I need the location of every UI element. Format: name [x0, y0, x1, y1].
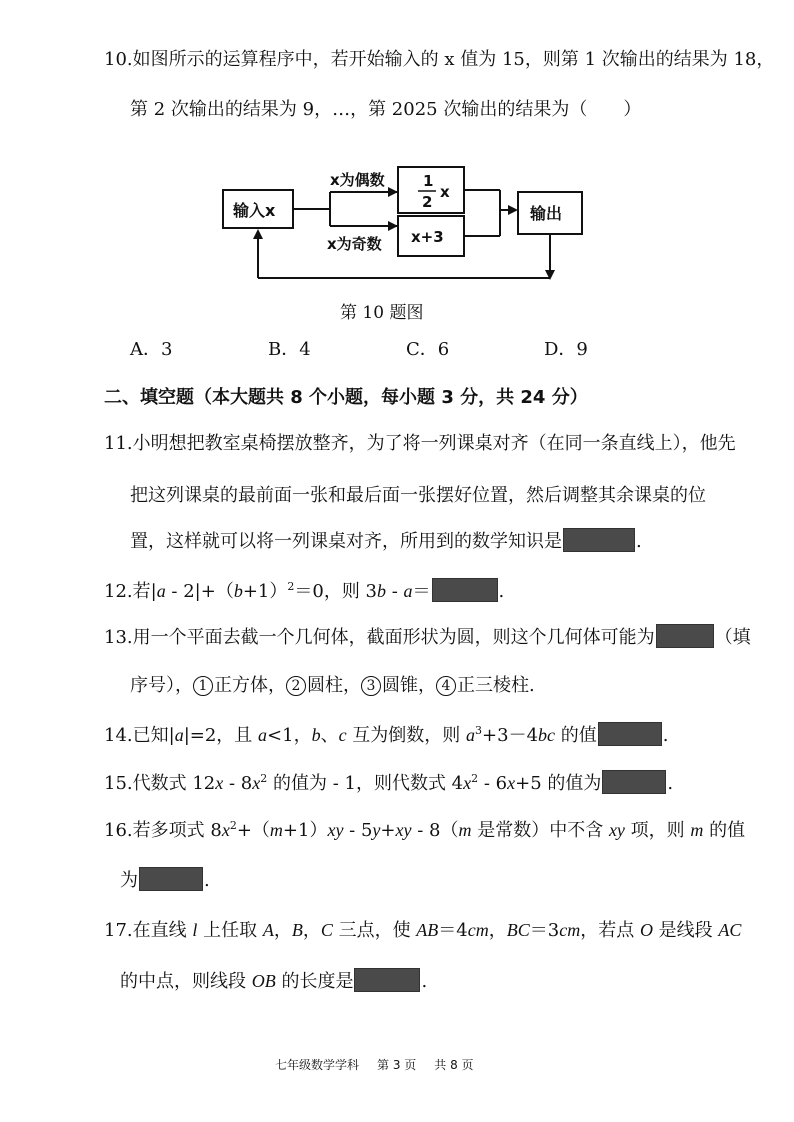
q11-line3: 置，这样就可以将一列课桌对齐，所用到的数学知识是 .	[130, 528, 642, 554]
section-heading: 二、填空题（本大题共 8 个小题，每小题 3 分，共 24 分）	[104, 387, 588, 408]
flow-plus3-box	[398, 216, 464, 256]
q10-line1: 10.如图所示的运算程序中，若开始输入的 x 值为 15，则第 1 次输出的结果为 18，	[104, 49, 775, 70]
flow-input-label: 输入x	[233, 201, 276, 220]
answer-blank-15[interactable]	[602, 770, 666, 794]
flow-odd-label: x为奇数	[327, 235, 382, 253]
flow-plus3-label: x+3	[411, 228, 444, 246]
q15-line: 15.代数式 $12x - 8x^2$ 的值为 - 1，则代数式 $4x^2 - 6x+5$ 的值为 .	[104, 772, 674, 794]
option-c: C．6	[406, 339, 450, 360]
circled-4: 4	[436, 676, 456, 696]
q12-line: 12.若$|a - 2|+(b+1)^2=0$，则 3b - a＝ .	[104, 580, 505, 602]
q11-line2: 把这列课桌的最前面一张和最后面一张摆好位置，然后调整其余课桌的位	[130, 485, 706, 506]
option-d: D．9	[544, 339, 588, 360]
arrowhead-down	[545, 270, 555, 280]
q13-line2: 序号）， 1 正方体， 2 圆柱， 3 圆锥， 4 正三棱柱.	[130, 675, 535, 696]
flow-half-var: x	[440, 183, 450, 201]
figure-caption: 第 10 题图	[340, 303, 424, 323]
option-b: B．4	[268, 339, 311, 360]
q11-line1: 11.小明想把教室桌椅摆放整齐，为了将一列课桌对齐（在同一条直线上），他先	[104, 433, 736, 454]
q17-line2: 的中点，则线段 OB 的长度是 .	[120, 968, 427, 994]
answer-blank-14[interactable]	[598, 722, 662, 746]
flow-half-den: 2	[422, 193, 433, 211]
q16-line2: 为 .	[120, 867, 210, 893]
circled-3: 3	[361, 676, 381, 696]
flow-half-num: 1	[423, 172, 434, 190]
option-a: A．3	[130, 339, 173, 360]
page-footer: 七年级数学学科 第 3 页 共 8 页	[275, 1058, 474, 1072]
arrowhead-output	[508, 205, 518, 215]
answer-blank-13[interactable]	[656, 624, 714, 648]
arrowhead-up	[253, 229, 263, 239]
q10-line2: 第 2 次输出的结果为 9，…，第 2025 次输出的结果为（ ）	[130, 99, 642, 120]
flow-even-label: x为偶数	[330, 171, 385, 189]
q13-line1: 13.用一个平面去截一个几何体，截面形状为圆，则这个几何体可能为 （填	[104, 624, 751, 650]
arrowhead-odd	[388, 221, 398, 231]
answer-blank-16[interactable]	[139, 867, 203, 891]
flow-output-label: 输出	[530, 204, 563, 223]
flow-half-box	[398, 167, 464, 213]
circled-1: 1	[193, 676, 213, 696]
q16-line1: 16.若多项式 $8x^2+(m+1)xy - 5y+xy - 8(m$ 是常数）中不含 xy 项，则 m 的值	[104, 819, 746, 841]
flow-output-box	[518, 192, 582, 234]
answer-blank-17[interactable]	[354, 968, 420, 992]
q14-line: 14.已知|a|=2，且 a<1，b、c 互为倒数，则 $a^3+3-4bc$ 的值 .	[104, 724, 669, 746]
q11-line3-text: 置，这样就可以将一列课桌对齐，所用到的数学知识是	[130, 531, 562, 552]
circled-2: 2	[286, 676, 306, 696]
arrowhead-even	[388, 187, 398, 197]
answer-blank-11[interactable]	[563, 528, 635, 552]
answer-blank-12[interactable]	[432, 578, 498, 602]
flow-input-box	[223, 190, 293, 228]
q17-line1: 17.在直线 l 上任取 A，B，C 三点，使 AB＝4cm，BC＝3cm，若点 O 是线段 AC	[104, 920, 742, 941]
